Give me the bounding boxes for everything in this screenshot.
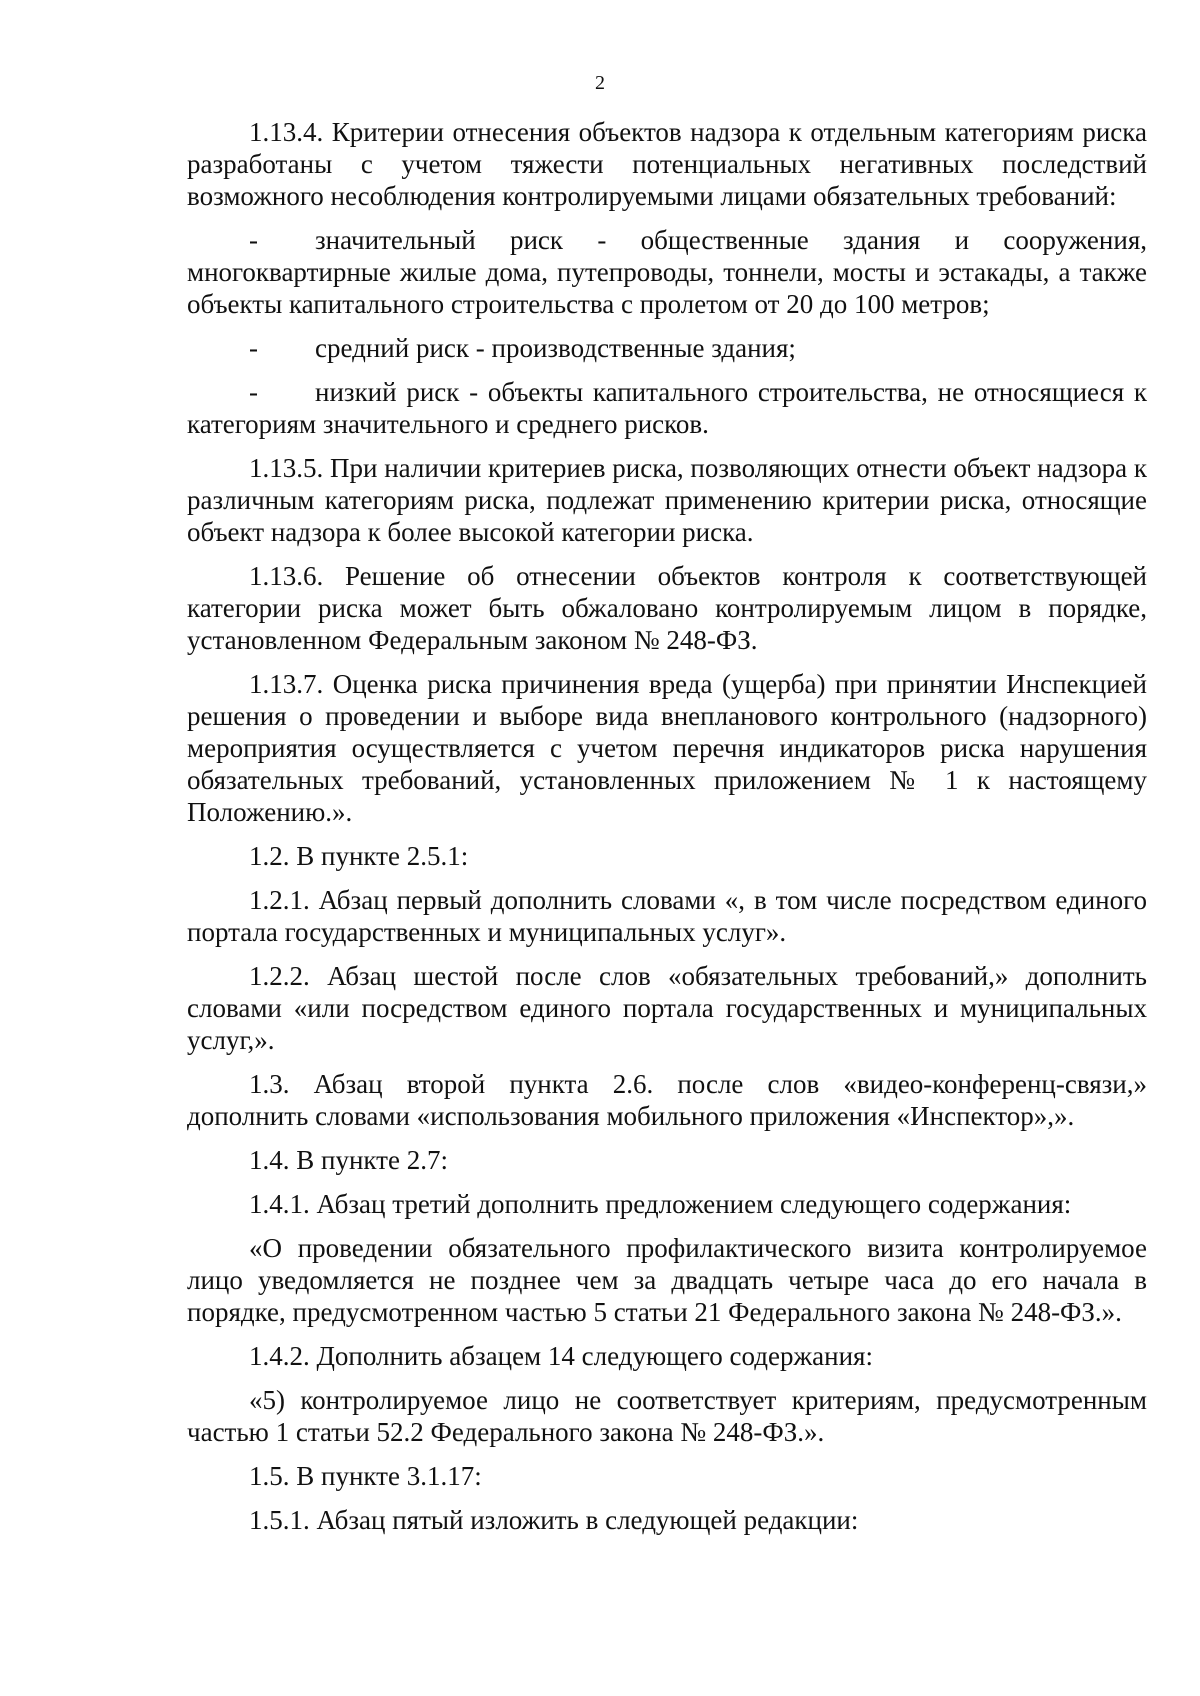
- risk-item-significant: [187, 224, 1147, 320]
- risk-item-text: средний риск - производственные здания;: [315, 333, 796, 363]
- paragraph-1-3: 1.3. Абзац второй пункта 2.6. после слов «видео-конференц-связи,» дополнить словами «использования мобильного приложения «Инспектор»,».: [187, 1069, 1147, 1131]
- risk-item-text: низкий риск - объекты капитального строительства, не относящиеся к категориям значительного и среднего рисков.: [187, 377, 1147, 439]
- paragraph-quote-visit: «О проведении обязательного профилактического визита контролируемое лицо уведомляется не позднее чем за двадцать четыре часа до его начала в порядке, предусмотренном частью 5 статьи 21 Федерального закона № 248-ФЗ.».: [187, 1233, 1147, 1327]
- paragraph-1-5: 1.5. В пункте 3.1.17:: [249, 1461, 482, 1491]
- paragraph-1-4: 1.4. В пункте 2.7:: [249, 1145, 448, 1175]
- paragraph-1-13-7: 1.13.7. Оценка риска причинения вреда (ущерба) при принятии Инспекцией решения о проведении и выборе вида внепланового контрольного (надзорного) мероприятия осуществляется с учетом перечня индикаторов риска нарушения обязательных требований, установленных приложением № 1 к настоящему Положению.».: [187, 669, 1147, 827]
- dash-marker: -: [249, 225, 258, 255]
- paragraph-1-13-5: 1.13.5. При наличии критериев риска, позволяющих отнести объект надзора к различным категориям риска, подлежат применению критерии риска, относящие объект надзора к более высокой категории риска.: [187, 453, 1148, 547]
- paragraph-1-2: 1.2. В пункте 2.5.1:: [249, 841, 469, 871]
- dash-marker: -: [249, 377, 258, 407]
- paragraph-1-2-1: 1.2.1. Абзац первый дополнить словами «, в том числе посредством единого портала государственных и муниципальных услуг».: [187, 885, 1147, 947]
- paragraph-1-2-2: 1.2.2. Абзац шестой после слов «обязательных требований,» дополнить словами «или посредством единого портала государственных и муниципальных услуг,».: [187, 961, 1147, 1055]
- paragraph-1-13-4: 1.13.4. Критерии отнесения объектов надзора к отдельным категориям риска разработаны с учетом тяжести потенциальных негативных последствий возможного несоблюдения контролируемыми лицами обязательных требований:: [187, 117, 1147, 211]
- risk-item-low: [187, 376, 1147, 440]
- risk-item-medium: [187, 332, 1147, 364]
- paragraph-1-5-1: 1.5.1. Абзац пятый изложить в следующей редакции:: [249, 1505, 859, 1535]
- document-body: [187, 116, 1147, 1548]
- risk-item-text: значительный риск - общественные здания и сооружения, многоквартирные жилые дома, путепроводы, тоннели, мосты и эстакады, а также объекты капитального строительства с пролетом от 20 до 100 метров;: [187, 225, 1147, 319]
- paragraph-quote-criteria: «5) контролируемое лицо не соответствует критериям, предусмотренным частью 1 статьи 52.2 Федерального закона № 248-ФЗ.».: [187, 1385, 1147, 1447]
- paragraph-1-4-1: 1.4.1. Абзац третий дополнить предложением следующего содержания:: [249, 1189, 1072, 1219]
- paragraph-1-4-2: 1.4.2. Дополнить абзацем 14 следующего содержания:: [249, 1341, 873, 1371]
- page-number: 2: [595, 72, 605, 94]
- paragraph-1-13-6: 1.13.6. Решение об отнесении объектов контроля к соответствующей категории риска может быть обжаловано контролируемым лицом в порядке, установленном Федеральным законом № 248-ФЗ.: [187, 561, 1147, 655]
- dash-marker: -: [249, 333, 258, 363]
